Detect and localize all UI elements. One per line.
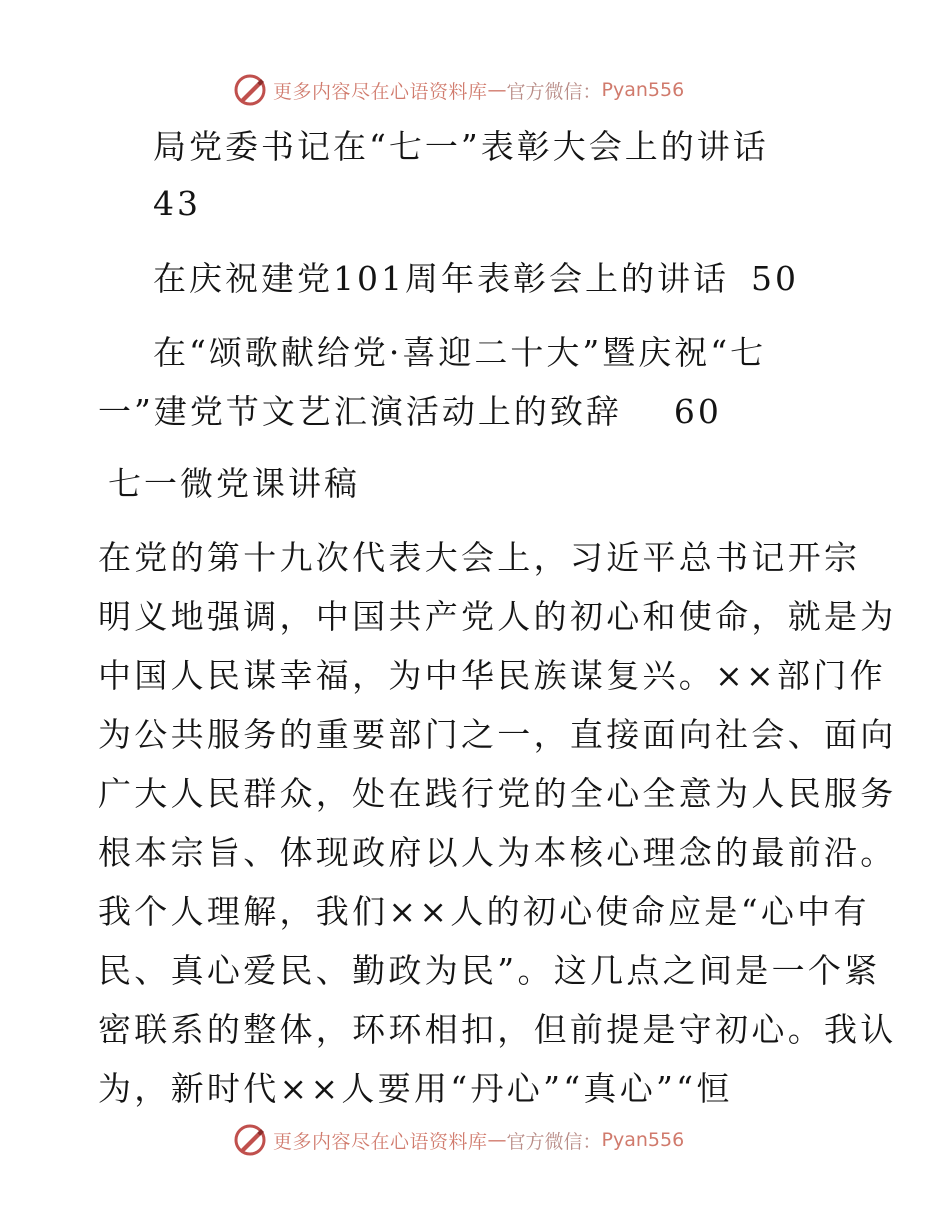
body-line: 为，新时代××人要用“丹心”“真心”“恒: [98, 1069, 733, 1108]
toc-entry-page: 60: [673, 392, 722, 431]
section-title: 七一微党课讲稿: [108, 464, 360, 503]
toc-entry-title-line1: 在“颂歌献给党·喜迎二十大”暨庆祝“七: [153, 333, 767, 372]
watermark-account: Pyan556: [601, 1129, 685, 1151]
watermark-label: 官方微信：: [506, 1130, 602, 1153]
body-line: 广大人民群众，处在践行党的全心全意为人民服务: [98, 774, 897, 813]
watermark-dash: —: [487, 79, 507, 101]
footer-watermark: [233, 1122, 684, 1158]
toc-entry-page: 43: [153, 184, 201, 223]
body-line: 明义地强调，中国共产党人的初心和使命，就是为: [98, 597, 897, 636]
watermark-dash: —: [487, 1129, 507, 1151]
toc-entry: [153, 259, 799, 299]
watermark-label: 官方微信：: [506, 80, 602, 103]
toc-entry-page: 50: [751, 259, 799, 298]
pen-logo-icon: [233, 1123, 267, 1157]
body-line: 根本宗旨、体现政府以人为本核心理念的最前沿。: [98, 833, 897, 872]
toc-entry-title: 局党委书记在“七一”表彰大会上的讲话: [153, 127, 769, 166]
toc-entry-title-line2: 一”建党节文艺汇演活动上的致辞: [98, 392, 622, 431]
watermark-text: 更多内容尽在心语资料库: [273, 1130, 488, 1153]
body-line: 民、真心爱民、勤政为民”。这几点之间是一个紧: [98, 951, 881, 990]
body-line: 密联系的整体，环环相扣，但前提是守初心。我认: [98, 1010, 897, 1049]
toc-entry-title: 在庆祝建党101周年表彰会上的讲话: [153, 259, 729, 298]
body-line: 为公共服务的重要部门之一，直接面向社会、面向: [98, 715, 897, 754]
pen-logo-icon: [233, 73, 267, 107]
body-line: 在党的第十九次代表大会上，习近平总书记开宗: [98, 538, 861, 577]
toc-entry: [98, 392, 722, 432]
watermark-account: Pyan556: [601, 79, 685, 101]
body-line: 我个人理解，我们××人的初心使命应是“心中有: [98, 892, 870, 931]
header-watermark: [233, 72, 684, 108]
watermark-text: 更多内容尽在心语资料库: [273, 80, 488, 103]
body-line: 中国人民谋幸福，为中华民族谋复兴。××部门作: [98, 656, 886, 695]
